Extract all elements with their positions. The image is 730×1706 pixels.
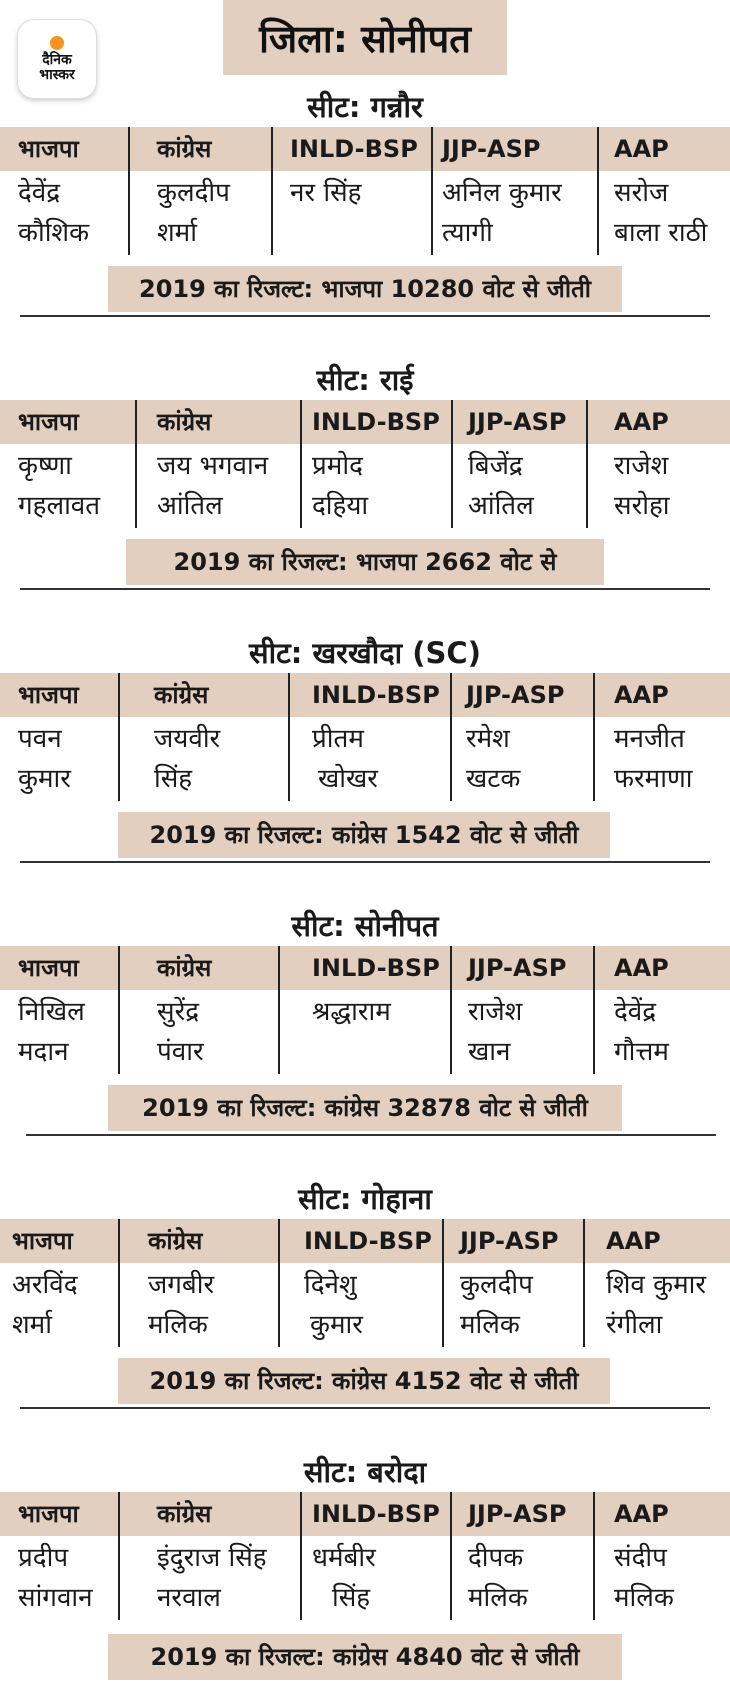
- party-header-row: [0, 127, 730, 171]
- party-header: JJP-ASP: [460, 1227, 559, 1255]
- column-divider: [583, 1219, 585, 1347]
- party-header: कांग्रेस: [157, 954, 212, 982]
- column-divider: [450, 946, 452, 1074]
- seat-section: [0, 360, 730, 576]
- column-divider: [278, 1219, 280, 1347]
- sun-dot-icon: [50, 36, 64, 50]
- party-header: AAP: [614, 135, 669, 163]
- party-header: कांग्रेस: [157, 135, 212, 163]
- candidate-row: [0, 173, 730, 255]
- column-divider: [450, 1492, 452, 1620]
- candidate-row: [0, 1538, 730, 1620]
- party-header: कांग्रेस: [148, 1227, 203, 1255]
- candidate-name: अरविंद शर्मा: [12, 1270, 78, 1340]
- party-header: कांग्रेस: [157, 408, 212, 436]
- candidate-name: दीपक मलिक: [468, 1543, 528, 1613]
- column-divider: [300, 400, 302, 528]
- result-2019: 2019 का रिजल्ट: कांग्रेस 32878 वोट से जीती: [108, 1085, 622, 1131]
- candidate-name: सुरेंद्र पंवार: [157, 997, 204, 1067]
- party-header-row: [0, 1492, 730, 1536]
- party-header: JJP-ASP: [468, 1500, 567, 1528]
- party-header: INLD-BSP: [304, 1227, 432, 1255]
- party-header: AAP: [614, 408, 669, 436]
- candidate-name: पवन कुमार: [18, 724, 71, 794]
- party-header-row: [0, 946, 730, 990]
- column-divider: [300, 1492, 302, 1620]
- candidate-name: संदीप मलिक: [614, 1543, 674, 1613]
- party-header: भाजपा: [18, 135, 79, 163]
- column-divider: [288, 673, 290, 801]
- column-divider: [586, 400, 588, 528]
- candidate-name: इंदुराज सिंह नरवाल: [157, 1543, 267, 1613]
- party-header: AAP: [614, 1500, 669, 1528]
- party-header: JJP-ASP: [468, 954, 567, 982]
- party-header: कांग्रेस: [157, 1500, 212, 1528]
- party-header: भाजपा: [18, 408, 79, 436]
- candidate-name: शिव कुमार रंगीला: [606, 1270, 707, 1340]
- candidate-name: प्रीतम खोखर: [312, 724, 378, 794]
- party-header: INLD-BSP: [312, 408, 440, 436]
- candidate-name: प्रदीप सांगवान: [18, 1543, 93, 1613]
- party-header: भाजपा: [12, 1227, 73, 1255]
- column-divider: [442, 1219, 444, 1347]
- party-header-row: [0, 400, 730, 444]
- party-header: JJP-ASP: [466, 681, 565, 709]
- candidate-name: जगबीर मलिक: [148, 1270, 215, 1340]
- candidate-row: [0, 719, 730, 801]
- party-header: भाजपा: [18, 681, 79, 709]
- column-divider: [135, 400, 137, 528]
- party-header-row: [0, 1219, 730, 1263]
- candidate-name: राजेश खान: [468, 997, 523, 1067]
- logo-line-2: भास्कर: [39, 66, 75, 83]
- candidate-name: नर सिंह: [290, 178, 362, 208]
- candidate-name: जय भगवान आंतिल: [157, 451, 269, 521]
- party-header: JJP-ASP: [442, 135, 541, 163]
- result-2019: 2019 का रिजल्ट: भाजपा 10280 वोट से जीती: [108, 266, 622, 312]
- section-divider: [26, 1134, 716, 1136]
- column-divider: [128, 127, 130, 255]
- column-divider: [597, 127, 599, 255]
- section-divider: [20, 588, 710, 590]
- candidate-name: अनिल कुमार त्यागी: [442, 178, 562, 248]
- party-header: भाजपा: [18, 1500, 79, 1528]
- candidate-name: मनजीत फरमाणा: [614, 724, 693, 794]
- column-divider: [118, 1492, 120, 1620]
- party-header: INLD-BSP: [312, 954, 440, 982]
- candidate-name: प्रमोद दहिया: [312, 451, 369, 521]
- candidate-name: कुलदीप शर्मा: [157, 178, 230, 248]
- seat-section: [0, 633, 730, 849]
- column-divider: [593, 946, 595, 1074]
- candidate-name: बिजेंद्र आंतिल: [468, 451, 534, 521]
- result-2019: 2019 का रिजल्ट: कांग्रेस 4840 वोट से जीती: [108, 1634, 622, 1680]
- seat-title: सीट: सोनीपत: [291, 909, 439, 943]
- candidate-name: कुलदीप मलिक: [460, 1270, 533, 1340]
- district-title: जिला: सोनीपत: [223, 0, 507, 75]
- party-header: AAP: [606, 1227, 661, 1255]
- candidate-name: देवेंद्र गौत्तम: [614, 997, 669, 1067]
- result-2019: 2019 का रिजल्ट: कांग्रेस 4152 वोट से जीती: [118, 1358, 610, 1404]
- candidate-name: देवेंद्र कौशिक: [18, 178, 90, 248]
- seat-title: सीट: गोहाना: [298, 1182, 432, 1216]
- column-divider: [593, 1492, 595, 1620]
- column-divider: [118, 1219, 120, 1347]
- column-divider: [278, 946, 280, 1074]
- column-divider: [593, 673, 595, 801]
- result-2019: 2019 का रिजल्ट: कांग्रेस 1542 वोट से जीती: [118, 812, 610, 858]
- seat-title: सीट: खरखौदा (SC): [249, 636, 481, 670]
- candidate-name: रमेश खटक: [466, 724, 521, 794]
- candidate-name: राजेश सरोहा: [614, 451, 670, 521]
- section-divider: [20, 315, 710, 317]
- candidate-name: श्रद्धाराम: [312, 997, 391, 1027]
- candidate-row: [0, 446, 730, 528]
- section-divider: [20, 1407, 710, 1409]
- candidate-name: निखिल मदान: [18, 997, 85, 1067]
- column-divider: [450, 673, 452, 801]
- party-header: भाजपा: [18, 954, 79, 982]
- candidate-name: सरोज बाला राठी: [614, 178, 708, 248]
- seat-title: सीट: गन्नौर: [307, 90, 423, 124]
- party-header: AAP: [614, 681, 669, 709]
- column-divider: [271, 127, 273, 255]
- column-divider: [118, 673, 120, 801]
- column-divider: [451, 400, 453, 528]
- party-header: INLD-BSP: [312, 1500, 440, 1528]
- column-divider: [431, 127, 433, 255]
- party-header: JJP-ASP: [468, 408, 567, 436]
- candidate-name: कृष्णा गहलावत: [18, 451, 101, 521]
- candidate-row: [0, 1265, 730, 1347]
- seat-title: सीट: बरोदा: [303, 1455, 427, 1489]
- column-divider: [118, 946, 120, 1074]
- seat-section: [0, 1179, 730, 1395]
- candidate-row: [0, 992, 730, 1074]
- seat-section: [0, 906, 730, 1122]
- section-divider: [20, 861, 710, 863]
- party-header: AAP: [614, 954, 669, 982]
- result-2019: 2019 का रिजल्ट: भाजपा 2662 वोट से: [126, 539, 604, 585]
- seat-title: सीट: राई: [316, 363, 414, 397]
- candidate-name: धर्मबीर सिंह: [312, 1543, 376, 1613]
- party-header: INLD-BSP: [312, 681, 440, 709]
- seat-section: [0, 87, 730, 303]
- seat-section: [0, 1452, 730, 1671]
- candidate-name: जयवीर सिंह: [154, 724, 221, 794]
- candidate-name: दिनेशु कुमार: [304, 1270, 363, 1340]
- party-header-row: [0, 673, 730, 717]
- party-header: कांग्रेस: [154, 681, 209, 709]
- logo-line-1: दैनिक: [42, 51, 72, 68]
- party-header: INLD-BSP: [290, 135, 418, 163]
